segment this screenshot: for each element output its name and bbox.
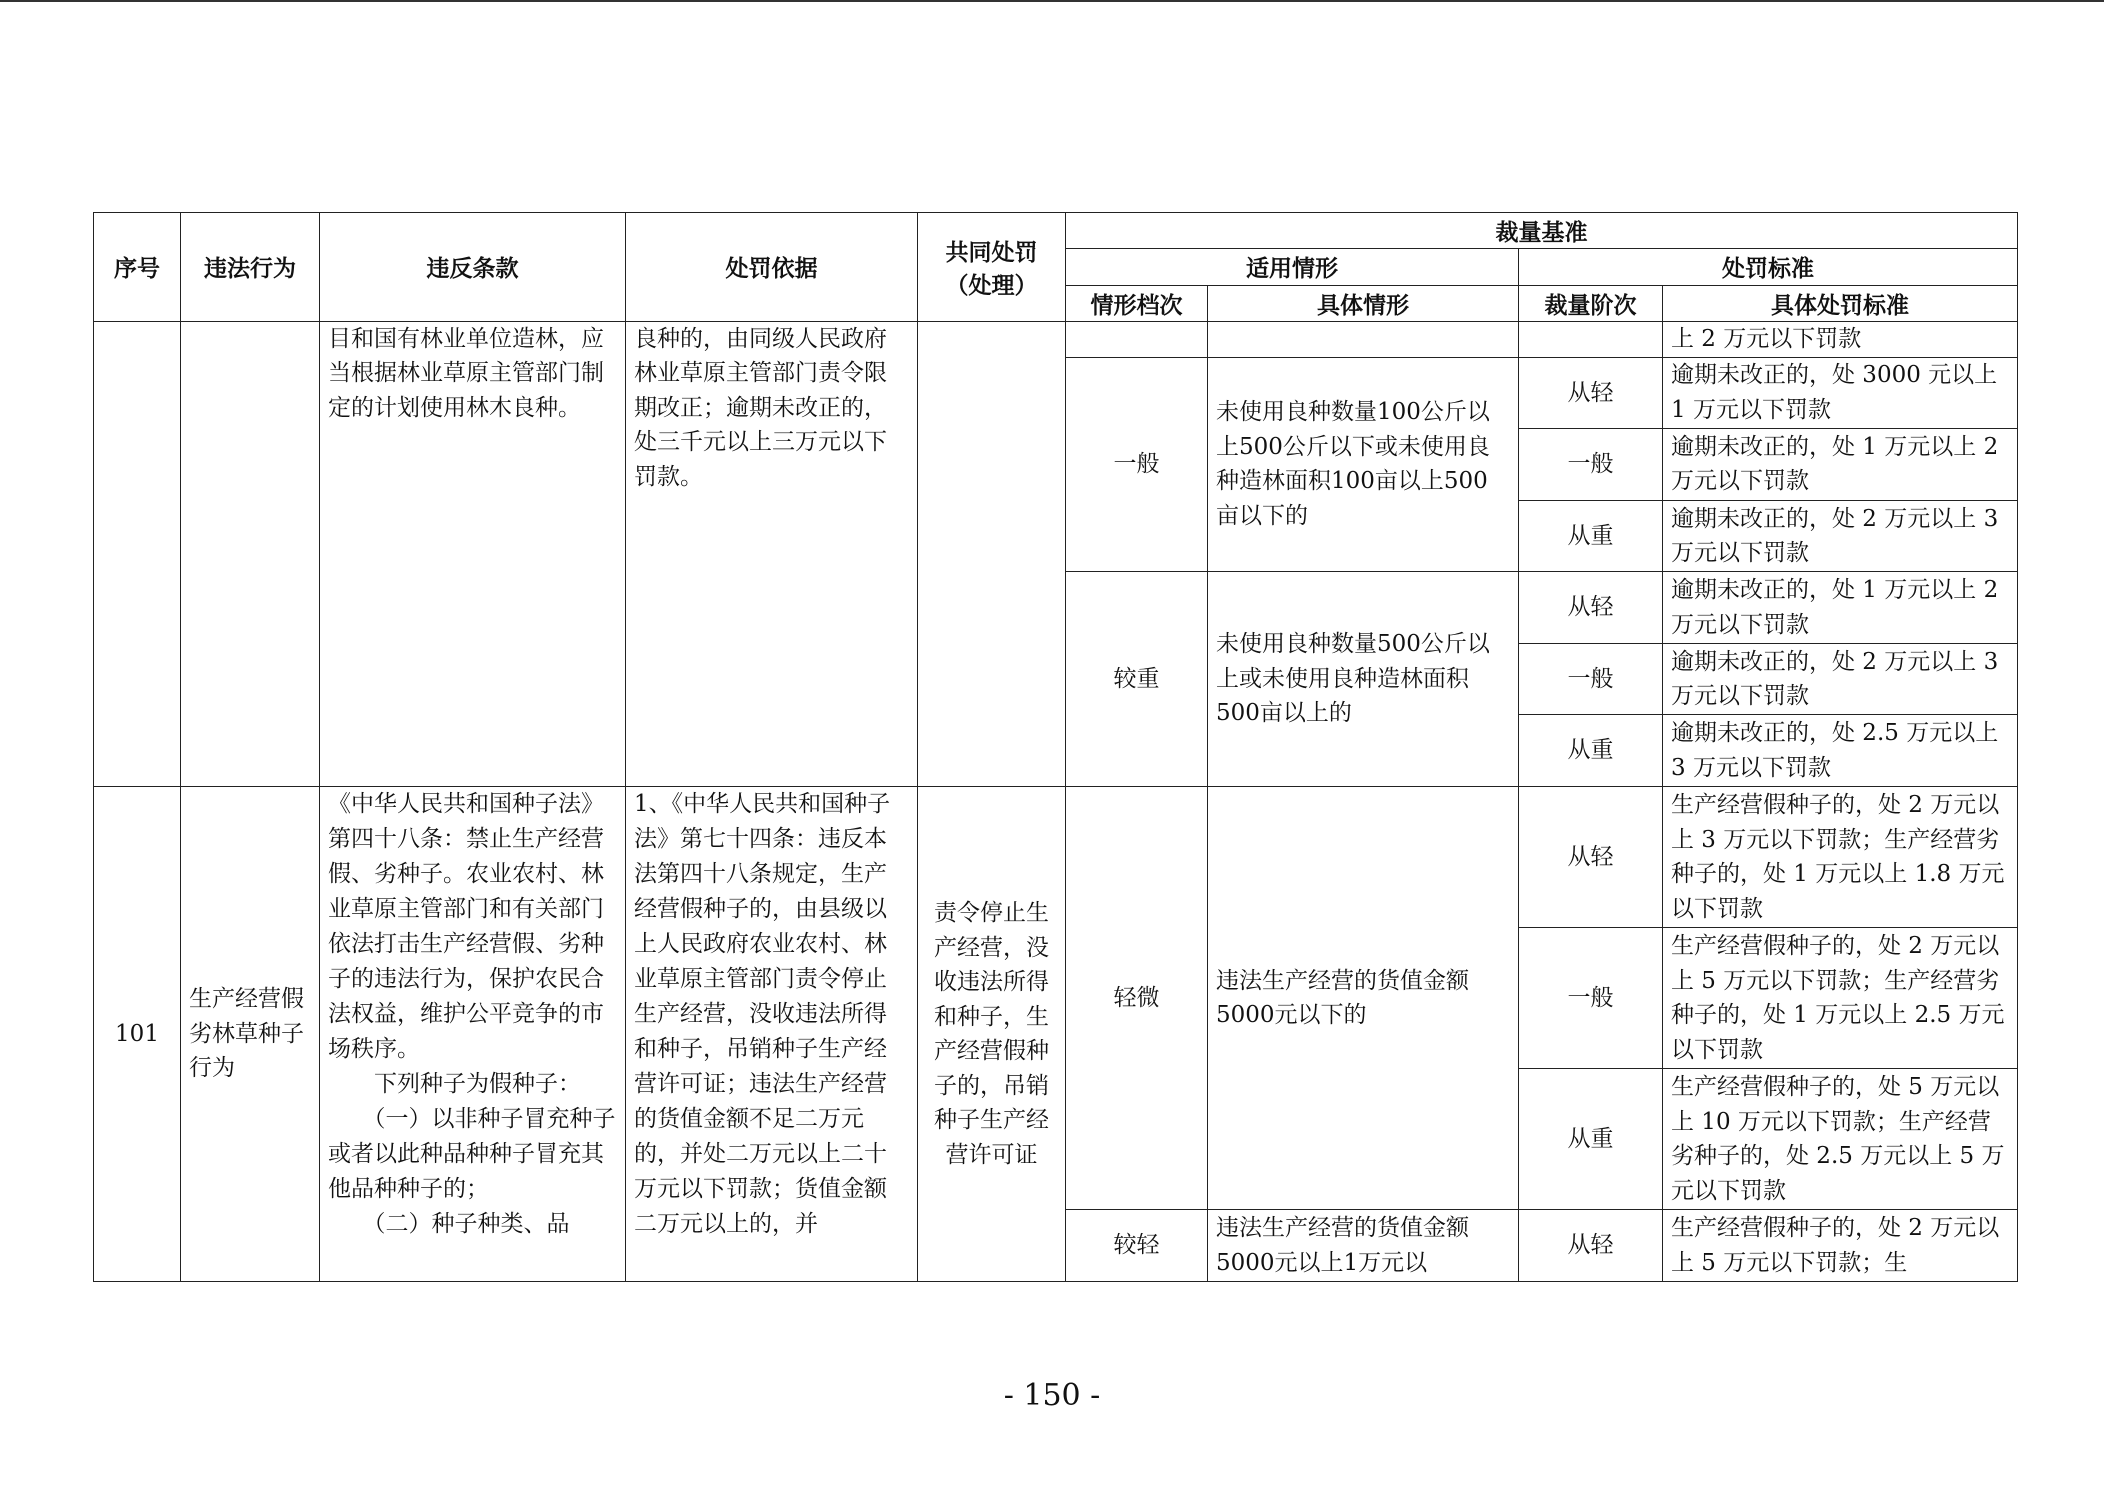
detail-cell: 逾期未改正的，处 2.5 万元以上 3 万元以下罚款 xyxy=(1663,715,2018,787)
page-number: - 150 - xyxy=(1003,1378,1101,1413)
situation-cell: 未使用良种数量100公斤以上500公斤以下或未使用良种造林面积100亩以上500亩以下的 xyxy=(1208,357,1519,572)
header-common-penalty: 共同处罚 （处理） xyxy=(918,213,1066,322)
detail-cell: 逾期未改正的，处 3000 元以上 1 万元以下罚款 xyxy=(1663,357,2018,429)
header-behavior: 违法行为 xyxy=(181,213,320,322)
degree-cell: 从重 xyxy=(1519,715,1663,787)
degree-cell: 一般 xyxy=(1519,643,1663,715)
common-penalty-cell: 责令停止生产经营，没收违法所得和种子，生产经营假种子的，吊销种子生产经营许可证 xyxy=(918,787,1066,1282)
basis-cell: 良种的，由同级人民政府林业草原主管部门责令限期改正；逾期未改正的，处三千元以上三万元以下罚款。 xyxy=(626,321,918,786)
clause-cell: 目和国有林业单位造林，应当根据林业草原主管部门制定的计划使用林木良种。 xyxy=(320,321,626,786)
header-level: 情形档次 xyxy=(1066,285,1208,321)
situation-cell: 违法生产经营的货值金额5000元以下的 xyxy=(1208,787,1519,1210)
degree-cell: 从轻 xyxy=(1519,357,1663,429)
header-basis: 处罚依据 xyxy=(626,213,918,322)
seq-cell-empty xyxy=(94,321,181,786)
detail-cell: 生产经营假种子的，处 5 万元以上 10 万元以下罚款；生产经营劣种子的，处 2.5 万元以上 5 万元以下罚款 xyxy=(1663,1069,2018,1210)
level-cell: 一般 xyxy=(1066,357,1208,572)
level-cell: 较轻 xyxy=(1066,1210,1208,1282)
table-row xyxy=(94,321,2018,357)
detail-cell: 生产经营假种子的，处 2 万元以上 3 万元以下罚款；生产经营劣种子的，处 1 万元以上 1.8 万元以下罚款 xyxy=(1663,787,2018,928)
header-row-1 xyxy=(94,213,2018,249)
situation-cell: 未使用良种数量500公斤以上或未使用良种造林面积500亩以上的 xyxy=(1208,572,1519,787)
clause-cell: 《中华人民共和国种子法》第四十八条：禁止生产经营假、劣种子。农业农村、林业草原主管部门和有关部门依法打击生产经营假、劣种子的违法行为，保护农民合法权益，维护公平竞争的市场秩序。 下列种子为假种子： （一）以非种子冒充种子或者以此种品种种子冒充其他品种种子的； （二）种子种类、品 xyxy=(320,787,626,1282)
degree-cell: 从重 xyxy=(1519,1069,1663,1210)
detail-cell: 逾期未改正的，处 1 万元以上 2 万元以下罚款 xyxy=(1663,429,2018,501)
behavior-cell: 生产经营假劣林草种子行为 xyxy=(181,787,320,1282)
header-situation: 具体情形 xyxy=(1208,285,1519,321)
degree-cell: 从轻 xyxy=(1519,572,1663,644)
detail-cell: 逾期未改正的，处 2 万元以上 3 万元以下罚款 xyxy=(1663,500,2018,572)
detail-cell: 生产经营假种子的，处 2 万元以上 5 万元以下罚款；生产经营劣种子的，处 1 万元以上 2.5 万元以下罚款 xyxy=(1663,928,2018,1069)
degree-cell-empty xyxy=(1519,321,1663,357)
behavior-cell-empty xyxy=(181,321,320,786)
header-degree: 裁量阶次 xyxy=(1519,285,1663,321)
detail-cell: 逾期未改正的，处 1 万元以上 2 万元以下罚款 xyxy=(1663,572,2018,644)
degree-cell: 从轻 xyxy=(1519,787,1663,928)
header-applicable: 适用情形 xyxy=(1066,249,1519,285)
basis-cell: 1、《中华人民共和国种子法》第七十四条：违反本法第四十八条规定，生产经营假种子的，由县级以上人民政府农业农村、林业草原主管部门责令停止生产经营，没收违法所得和种子，吊销种子生产经营许可证；违法生产经营的货值金额不足二万元的，并处二万元以上二十万元以下罚款；货值金额二万元以上的，并 xyxy=(626,787,918,1282)
level-cell-empty xyxy=(1066,321,1208,357)
table-row xyxy=(94,787,2018,928)
common-cell-empty xyxy=(918,321,1066,786)
header-detail: 具体处罚标准 xyxy=(1663,285,2018,321)
detail-cell: 上 2 万元以下罚款 xyxy=(1663,321,2018,357)
header-standard: 处罚标准 xyxy=(1519,249,2018,285)
seq-cell: 101 xyxy=(94,787,181,1282)
discretion-standard-table xyxy=(93,212,2018,1282)
degree-cell: 一般 xyxy=(1519,429,1663,501)
header-clause: 违反条款 xyxy=(320,213,626,322)
degree-cell: 从重 xyxy=(1519,500,1663,572)
header-discretion: 裁量基准 xyxy=(1066,213,2018,249)
situation-cell: 违法生产经营的货值金额5000元以上1万元以 xyxy=(1208,1210,1519,1282)
detail-cell: 逾期未改正的，处 2 万元以上 3 万元以下罚款 xyxy=(1663,643,2018,715)
detail-cell: 生产经营假种子的，处 2 万元以上 5 万元以下罚款；生 xyxy=(1663,1210,2018,1282)
situation-cell-empty xyxy=(1208,321,1519,357)
level-cell: 轻微 xyxy=(1066,787,1208,1210)
header-seq: 序号 xyxy=(94,213,181,322)
top-border-line xyxy=(0,0,2104,2)
degree-cell: 从轻 xyxy=(1519,1210,1663,1282)
degree-cell: 一般 xyxy=(1519,928,1663,1069)
level-cell: 较重 xyxy=(1066,572,1208,787)
